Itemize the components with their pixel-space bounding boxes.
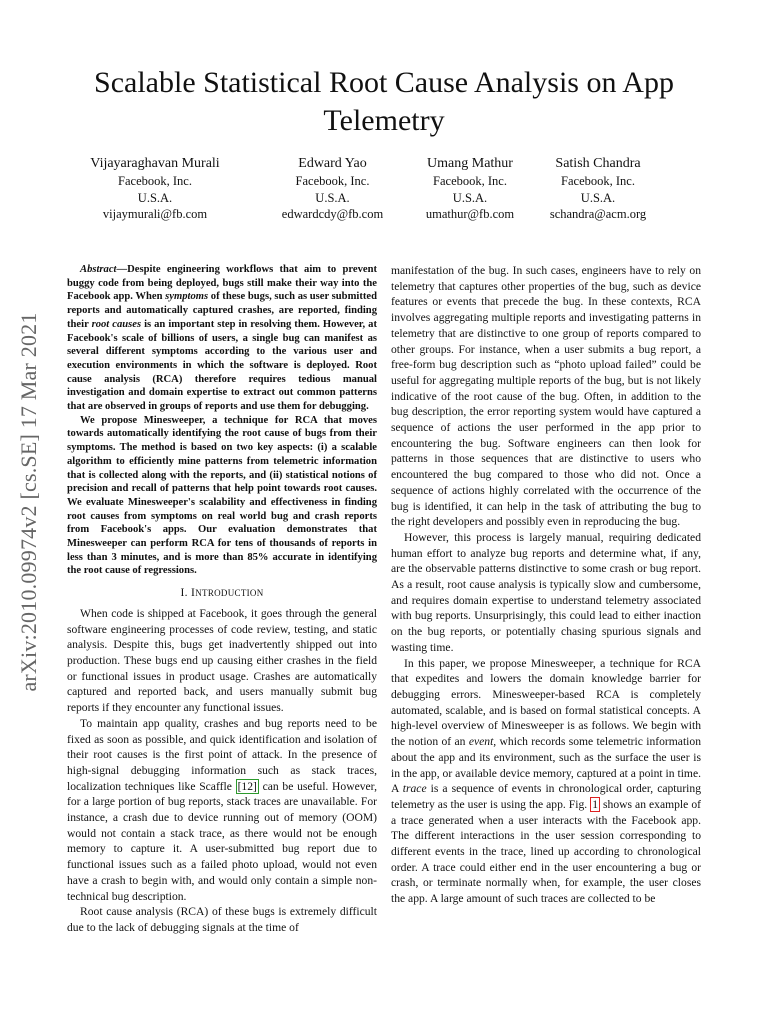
body-paragraph: However, this process is largely manual, requiring dedicated human effort to analyze bug reports and determine what, if any, are the observable patterns distinctive to some crash or bug report. As a result, root cause analysis is typically slow and cumbersome, and requires domain expertise to understand telemetry associated with bug reports. Unsurprisingly, this could lead to either inaction on the bug reports, or potentially chasing spurious signals and wasting time. — [391, 530, 701, 654]
right-column — [391, 263, 701, 907]
author-country: U.S.A. — [580, 190, 616, 205]
body-paragraph: When code is shipped at Facebook, it goes through the general software engineering processes of code review, testing, and static analysis. Despite this, bugs get inadvertently shipped out into production. These bugs end up causing either crashes in the field or functional issues in product usage. Crashes are automatically captured and reported back, and users manually submit bug reports if they encounter any functional issues. — [67, 606, 377, 715]
body-paragraph: To maintain app quality, crashes and bug reports need to be fixed as soon as possible, and quick identification and isolation of their root causes is the first point of attack. In the presence of high-signal debugging information such as stack traces, localization techniques like Scaffle [12] can be useful. However, for a large portion of bug reports, stack traces are unavailable. For instance, a crash due to device running out of memory (OOM) would not contain a stack trace, as there would not be enough memory to capture it. A user-submitted bug report due to functional issues such as a failed photo upload, would not even have a crash to begin with, and would only contain a simple non-technical bug description. — [67, 716, 377, 903]
author-email: umathur@fb.com — [425, 207, 515, 221]
author-affiliation: Facebook, Inc. — [118, 174, 192, 188]
author-block — [528, 154, 668, 223]
citation-link[interactable]: [12] — [237, 779, 257, 793]
emphasis: symptoms — [165, 291, 209, 303]
author-affiliation: Facebook, Inc. — [433, 174, 507, 188]
arxiv-identifier-margin — [8, 272, 50, 732]
author-affiliation: Facebook, Inc. — [295, 174, 370, 188]
author-email: schandra@acm.org — [549, 207, 647, 221]
author-country: U.S.A. — [452, 190, 488, 205]
author-name: Umang Mathur — [427, 156, 513, 171]
body-paragraph: manifestation of the bug. In such cases, engineers have to rely on telemetry that captures other properties of the bug, such as device features or events that precede the bug. In these contexts, RCA involves aggregating multiple reports and investigating patterns in telemetry that are distinctive to one group of reports compared to other groups. For instance, when a user submits a bug report, a free-form bug description such as “photo upload failed” could be useful for aggregating multiple reports of the bug, but is not likely indicative of the root cause of the bug. Often, in addition to the bug description, the error reporting system would have captured a sequence of actions the user performed in the app prior to encountering the bug. Software engineers can then look for patterns in those sequences that are distinctive to users who encountered the bug compared to those who did not. Once a sequence of actions highly correlated with the occurrence of the bug is identified, it can help in the task of attributing the bug to the right developers and possibly even in reproducing the bug. — [391, 264, 701, 529]
figure-link[interactable]: 1 — [592, 797, 598, 811]
abstract-label: Abstract — [80, 264, 117, 275]
author-email: edwardcdy@fb.com — [281, 207, 384, 221]
emphasis: trace — [402, 782, 427, 796]
paper-title: Scalable Statistical Root Cause Analysis on App Telemetry — [94, 66, 674, 137]
abstract-paragraph: Abstract—Despite engineering workflows that aim to prevent buggy code from being deployed, bugs still make their way into the Facebook app. When symptoms of these bugs, such as user submitted reports and automatically captured crashes, are reported, finding their root causes is an important step in resolving them. However, at Facebook's scale of billions of users, a single bug can manifest as several different symptoms according to the various user and execution environments in which the software is deployed. Root cause analysis (RCA) therefore requires tedious manual investigation and domain expertise to extract out common patterns that are observed in groups of reports and use them for debugging. — [67, 264, 377, 413]
author-block — [250, 154, 415, 223]
emphasis: event — [468, 735, 494, 749]
author-email: vijaymurali@fb.com — [102, 207, 208, 221]
left-column — [67, 263, 377, 936]
author-block — [395, 154, 545, 223]
section-heading-introduction: I. INTRODUCTION — [180, 586, 264, 600]
author-affiliation: Facebook, Inc. — [561, 174, 635, 188]
abstract — [67, 263, 377, 578]
arxiv-identifier: arXiv:2010.09974v2 [cs.SE] 17 Mar 2021 — [16, 312, 41, 692]
body-paragraph: In this paper, we propose Minesweeper, a technique for RCA that expedites and lowers the domain knowledge barrier for debugging errors. Minesweeper-based RCA is completely automated, scalable, and is based on formal statistical concepts. A high-level overview of Minesweeper is as follows. We begin with the notion of an event, which records some telemetric information about the app and its environment, such as the surface the user is in the app, or available device memory, captured at a point in time. A trace is a sequence of events in chronological order, capturing telemetry as the user is using the app. Fig. 1 shows an example of a trace generated when a user interacts with the Facebook app. The different interactions in the user session corresponding to different events in the trace, lined up according to chronological order. A trace could either end in the user encountering a bug or crash, or terminate normally when, for example, the user closes the app. A large amount of such traces are collected to be — [391, 656, 701, 906]
author-country: U.S.A. — [315, 190, 350, 205]
author-name: Edward Yao — [298, 156, 367, 171]
abstract-paragraph: We propose Minesweeper, a technique for RCA that moves towards automatically identifying the root cause of bugs from their symptoms. The method is based on two key aspects: (i) a scalable algorithm to efficiently mine patterns from telemetric information that is collected along with the reports, and (ii) statistical notions of precision and recall of patterns that help point towards root causes. We evaluate Minesweeper's scalability and effectiveness in finding root causes from symptoms on real world bug and crash reports from Facebook's apps. Our evaluation demonstrates that Minesweeper can perform RCA for tens of thousands of reports in less than 3 minutes, and is more than 85% accurate in identifying the root cause of regressions. — [67, 414, 377, 577]
author-name: Vijayaraghavan Murali — [90, 156, 220, 171]
emphasis: root causes — [91, 318, 142, 330]
body-paragraph: Root cause analysis (RCA) of these bugs is extremely difficult due to the lack of debugging signals at the time of — [67, 905, 377, 934]
author-country: U.S.A. — [137, 190, 173, 205]
author-block — [70, 154, 240, 223]
author-name: Satish Chandra — [555, 156, 641, 171]
